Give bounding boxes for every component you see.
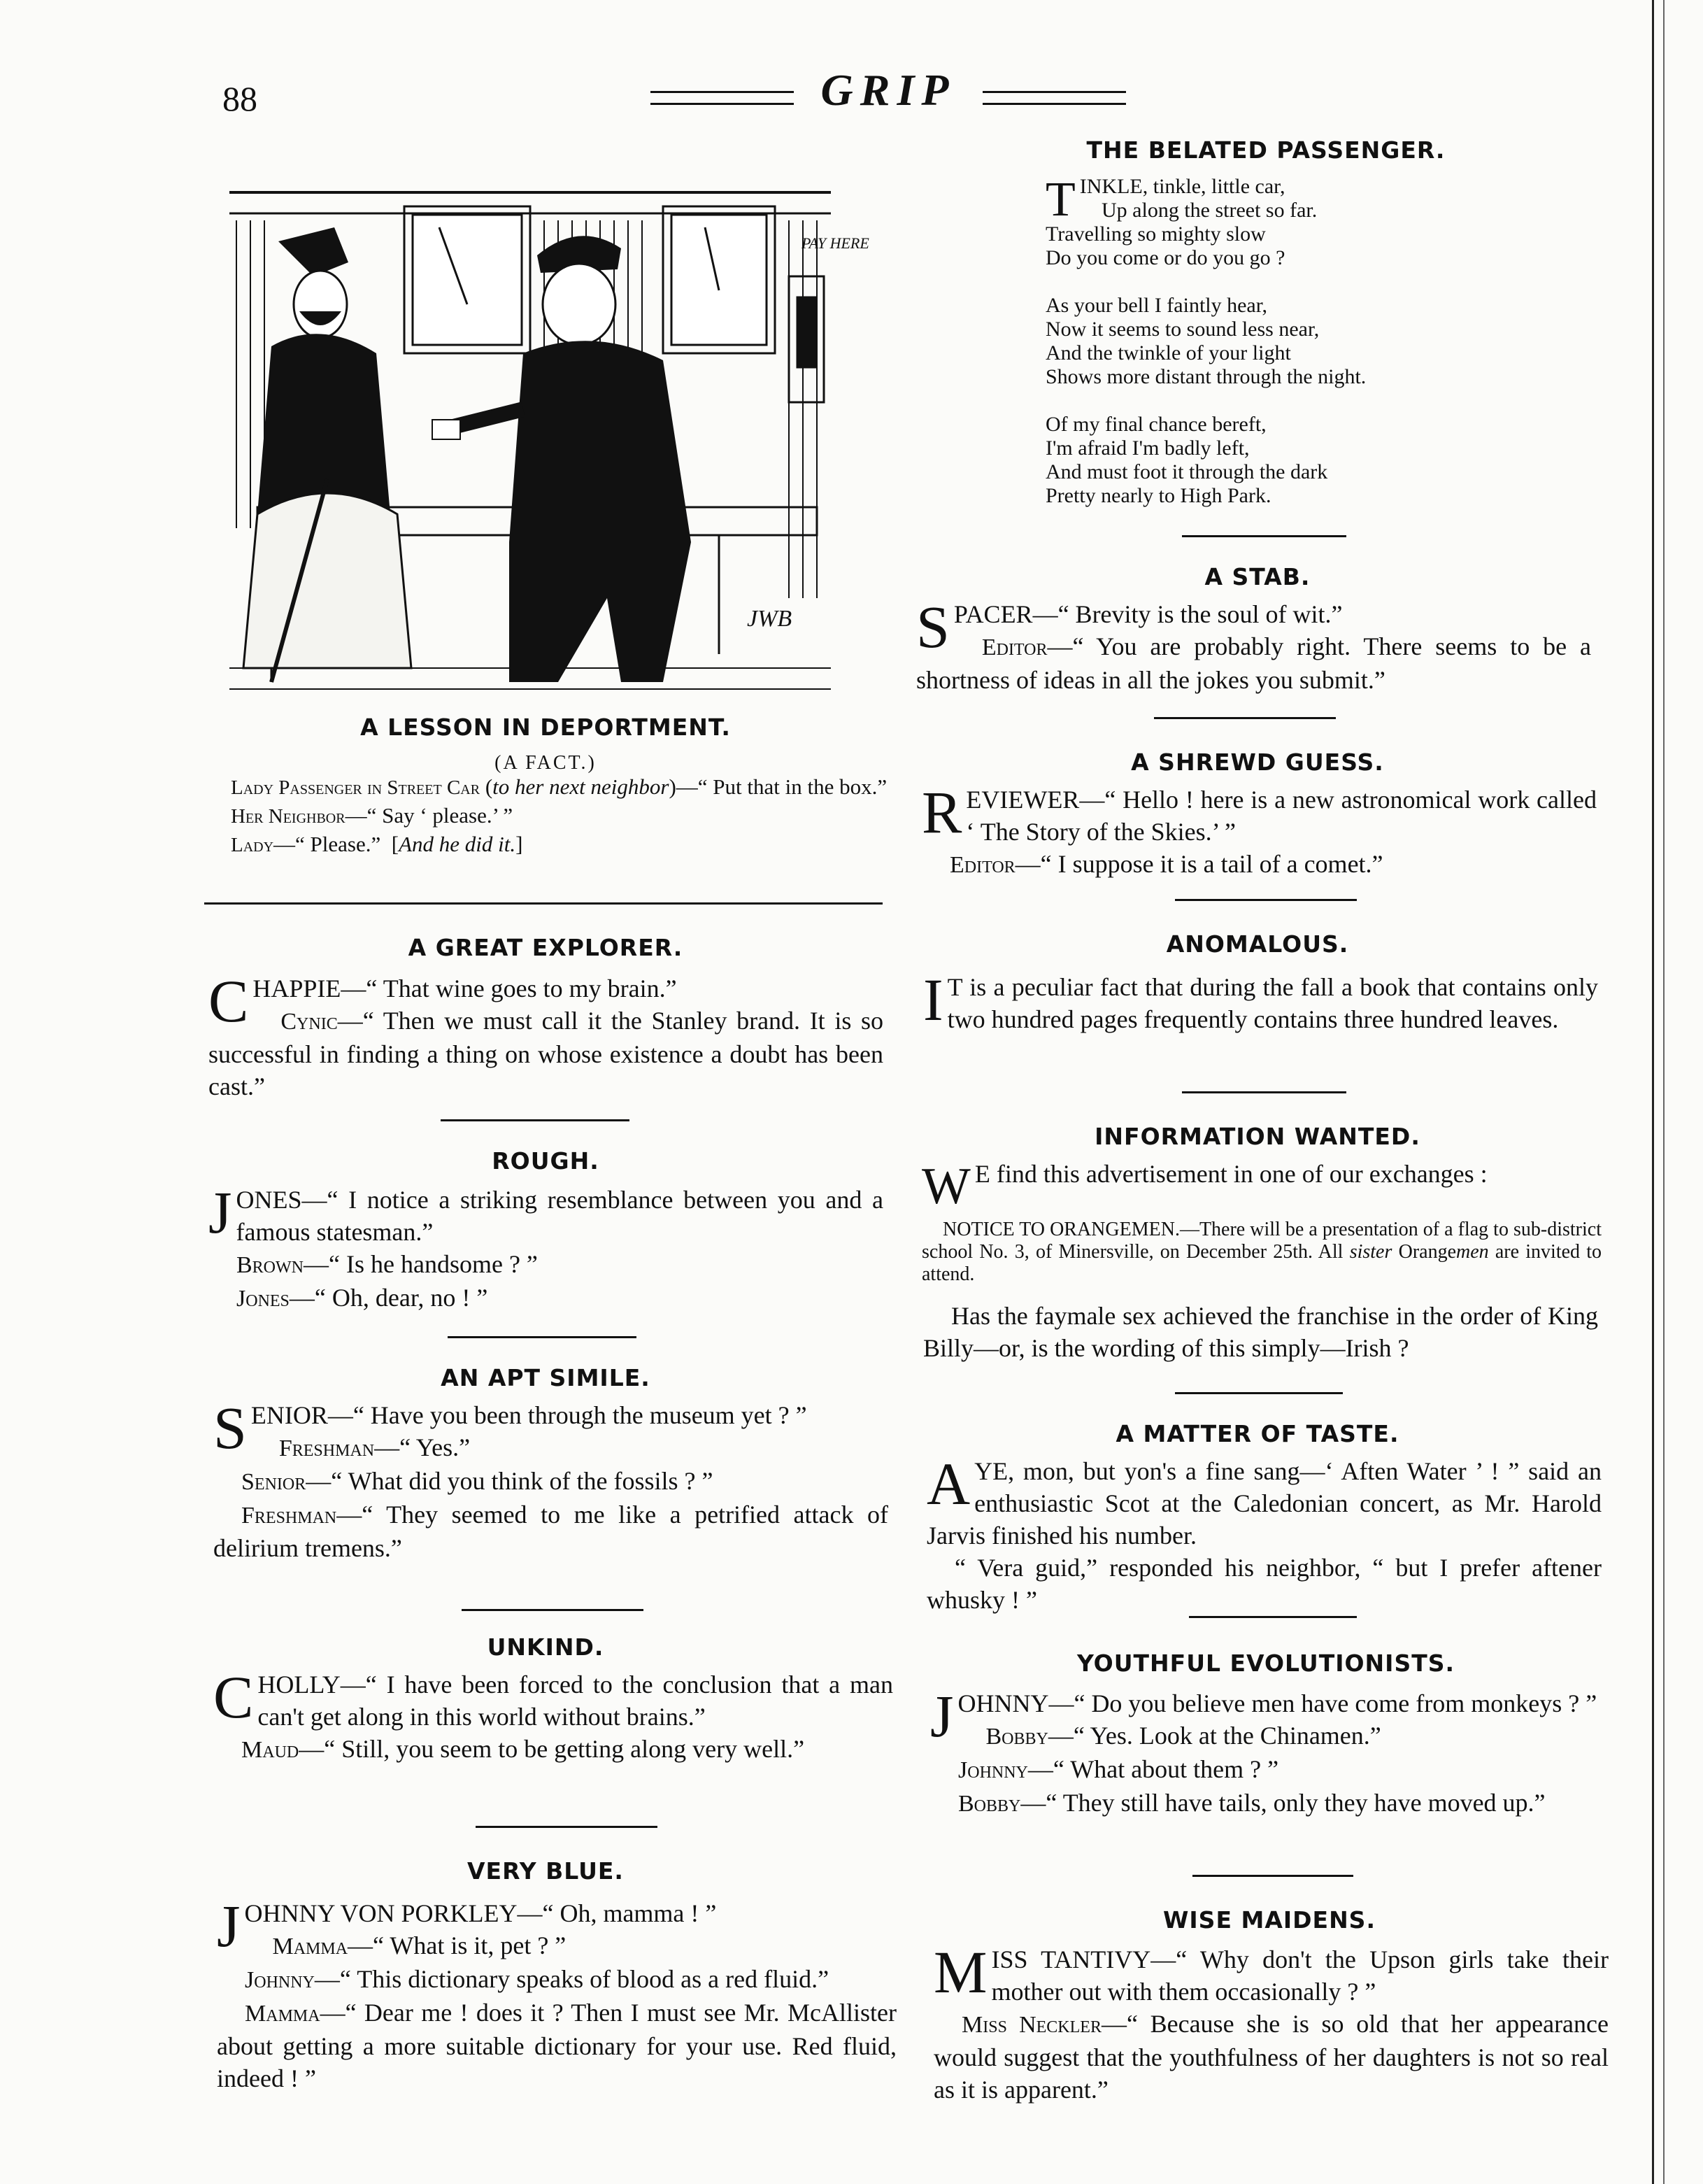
poem-stanza xyxy=(1046,175,1493,270)
article-title: A SHREWD GUESS. xyxy=(1131,749,1384,776)
dialogue: —“ Dear me ! does it ? Then I must see Mr. McAllister about getting a more suitable dictionary for your use. Red fluid, indeed ! ” xyxy=(217,1999,897,2092)
section-divider xyxy=(1175,899,1357,901)
poem-line: Now it seems to sound less near, xyxy=(1046,318,1320,341)
masthead-rule-right xyxy=(983,91,1126,105)
article-body xyxy=(208,967,883,1102)
dialogue: —“ This dictionary speaks of blood as a red fluid.” xyxy=(314,1965,829,1993)
notice-italic: men xyxy=(1456,1241,1489,1263)
paragraph: YE, mon, but yon's a fine sang—‘ Aften Water ’ ! ” said an enthusiastic Scot at the Caledonian concert, as Mr. Harold Jarvis finished his number. xyxy=(927,1457,1602,1550)
speaker: Lady Passenger in Street Car xyxy=(231,777,480,799)
paragraph: EVIEWER—“ Hello ! here is a new astronomical work called ‘ The Story of the Skies.’ ” xyxy=(966,786,1597,846)
drop-cap: J xyxy=(217,1892,241,1959)
article-body xyxy=(916,593,1591,696)
article-body xyxy=(923,1300,1598,1364)
speaker: Senior xyxy=(241,1469,306,1495)
article-body xyxy=(213,1664,893,1766)
speaker: Lady xyxy=(231,834,274,856)
drop-cap: C xyxy=(213,1664,254,1731)
article-title: VERY BLUE. xyxy=(467,1857,624,1885)
poem-line: Shows more distant through the night. xyxy=(1046,365,1367,388)
speaker: Miss Neckler xyxy=(962,2012,1102,2038)
notice-italic: sister xyxy=(1349,1241,1392,1263)
article-body xyxy=(923,966,1598,1035)
paragraph: Has the faymale sex achieved the franchise in the order of King Billy—or, is the wording of this simply—Irish ? xyxy=(923,1302,1598,1362)
paragraph: E find this advertisement in one of our exchanges : xyxy=(974,1160,1488,1188)
dialogue: —“ Please.” xyxy=(273,832,381,856)
article-title: THE BELATED PASSENGER. xyxy=(1086,136,1446,164)
notice-text: Orange xyxy=(1398,1241,1456,1263)
speaker: Editor xyxy=(950,852,1016,878)
dialogue: —“ They seemed to me like a petrified attack of delirium tremens.” xyxy=(213,1501,888,1562)
article-body xyxy=(934,1938,1609,2106)
dialogue: —“ They still have tails, only they have moved up.” xyxy=(1020,1789,1546,1817)
drop-cap: W xyxy=(922,1158,971,1215)
speaker: Her Neighbor xyxy=(231,805,345,828)
drop-cap: J xyxy=(208,1179,232,1246)
paragraph: HAPPIE—“ That wine goes to my brain.” xyxy=(252,974,677,1002)
paragraph: “ Vera guid,” responded his neighbor, “ but I prefer aftener whusky ! ” xyxy=(927,1554,1602,1614)
article-title: ANOMALOUS. xyxy=(1166,930,1349,958)
section-divider xyxy=(1189,1616,1357,1618)
paragraph: ISS TANTIVY—“ Why don't the Upson girls take their mother out with them occasionally ? ” xyxy=(991,1945,1609,2006)
stage-direction: And he did it. xyxy=(399,832,516,856)
dialogue: —“ Because she is so old that her appearance would suggest that the youthfulness of her daughters is not so real as it is apparent.” xyxy=(934,2010,1609,2104)
paragraph: OHNNY VON PORKLEY—“ Oh, mamma ! ” xyxy=(244,1899,717,1927)
article-body xyxy=(930,1682,1605,1820)
article-title: UNKIND. xyxy=(487,1633,604,1661)
article-subtitle: (A FACT.) xyxy=(494,752,597,774)
article-title: A MATTER OF TASTE. xyxy=(1116,1420,1399,1447)
poem-line: Of my final chance bereft, xyxy=(1046,413,1267,436)
speaker: Cynic xyxy=(280,1009,338,1035)
paragraph: T is a peculiar fact that during the fall a book that contains only two hundred pages frequently contains three hundred leaves. xyxy=(947,973,1598,1033)
section-divider xyxy=(476,1826,657,1828)
dialogue: —“ Yes.” xyxy=(374,1433,471,1461)
section-divider xyxy=(441,1119,629,1121)
paragraph: HOLLY—“ I have been forced to the conclusion that a man can't get along in this world without brains.” xyxy=(257,1671,893,1731)
dialogue: —“ Put that in the box.” xyxy=(676,774,888,799)
poem-line: And the twinkle of your light xyxy=(1046,341,1291,364)
section-divider xyxy=(1182,1091,1346,1093)
article-body xyxy=(927,1450,1602,1616)
section-divider xyxy=(1154,717,1336,719)
paragraph: ONES—“ I notice a striking resemblance between you and a famous statesman.” xyxy=(236,1186,883,1246)
notice-text: are invited to attend. xyxy=(922,1241,1602,1285)
speaker: Maud xyxy=(241,1737,299,1763)
poem xyxy=(1046,175,1493,532)
dialogue: —“ What did you think of the fossils ? ” xyxy=(306,1467,713,1495)
article-body: Lady Passenger in Street Car (to her next neighbor)—“ Put that in the box.” Her Neighbor—“ Say ‘ please.’ ” Lady—“ Please.” [And he did it.] xyxy=(231,774,888,856)
notice-text: NOTICE TO ORANGEMEN.—There will be a presentation of a flag to sub-district school No. 3, of Minersville, on December 25th. All xyxy=(922,1219,1602,1263)
dialogue: —“ What is it, pet ? ” xyxy=(348,1931,567,1959)
article-title: INFORMATION WANTED. xyxy=(1095,1123,1420,1150)
poem-line: Travelling so mighty slow xyxy=(1046,222,1266,246)
dialogue: —“ You are probably right. There seems to be a shortness of ideas in all the jokes you submit.” xyxy=(916,632,1591,694)
speaker: Johnny xyxy=(245,1967,315,1993)
paragraph: ENIOR—“ Have you been through the museum yet ? ” xyxy=(250,1401,807,1429)
speaker: Mamma xyxy=(272,1934,348,1959)
speaker: Johnny xyxy=(958,1757,1028,1783)
notice-quote xyxy=(922,1219,1602,1286)
article-title: YOUTHFUL EVOLUTIONISTS. xyxy=(1076,1650,1455,1677)
masthead-title: GRIP xyxy=(820,65,956,115)
section-divider xyxy=(462,1609,643,1611)
speaker: Bobby xyxy=(958,1791,1021,1817)
speaker: Bobby xyxy=(985,1724,1048,1750)
page-edge-line xyxy=(1652,0,1654,2184)
poem-line: Pretty nearly to High Park. xyxy=(1046,484,1271,507)
article-body xyxy=(922,1158,1597,1215)
poem-line: INKLE, tinkle, little car, xyxy=(1079,175,1285,198)
section-divider xyxy=(448,1336,636,1338)
article-body xyxy=(922,779,1597,881)
article-title: ROUGH. xyxy=(492,1147,599,1175)
poem-line: Do you come or do you go ? xyxy=(1046,246,1285,269)
speaker: Jones xyxy=(236,1286,290,1312)
stage-direction: to her next neighbor xyxy=(492,774,669,799)
dialogue: —“ Still, you seem to be getting along very well.” xyxy=(299,1735,805,1763)
section-divider xyxy=(1182,535,1346,537)
dialogue: —“ Then we must call it the Stanley brand. It is so successful in finding a thing on whose existence a doubt has been cast.” xyxy=(208,1007,883,1100)
poem-line: I'm afraid I'm badly left, xyxy=(1046,437,1250,460)
drop-cap: R xyxy=(922,779,962,846)
paragraph: PACER—“ Brevity is the soul of wit.” xyxy=(953,600,1343,628)
poem-line: And must foot it through the dark xyxy=(1046,460,1328,483)
masthead xyxy=(650,64,1126,120)
pay-here-sign: PAY HERE xyxy=(801,234,869,252)
poem-line: Up along the street so far. xyxy=(1102,199,1318,222)
poem-line: As your bell I faintly hear, xyxy=(1046,294,1268,317)
dialogue: —“ Is he handsome ? ” xyxy=(304,1250,538,1278)
dialogue: —“ Oh, dear, no ! ” xyxy=(289,1284,488,1312)
poem-stanza xyxy=(1046,413,1493,508)
drop-cap: I xyxy=(923,966,943,1033)
article-body xyxy=(217,1892,897,2094)
article-title: A LESSON IN DEPORTMENT. xyxy=(360,714,731,741)
dialogue: —“ What about them ? ” xyxy=(1027,1755,1279,1783)
section-divider xyxy=(1175,1392,1343,1394)
dialogue: —“ Yes. Look at the Chinamen.” xyxy=(1048,1722,1381,1750)
section-divider xyxy=(204,902,883,905)
article-body xyxy=(213,1394,888,1564)
article-title: A STAB. xyxy=(1204,563,1311,590)
speaker: Editor xyxy=(981,634,1048,660)
article-title: A GREAT EXPLORER. xyxy=(408,934,683,961)
drop-cap: C xyxy=(208,967,249,1035)
article-title: AN APT SIMILE. xyxy=(441,1364,650,1391)
page-edge-line xyxy=(1663,0,1665,2184)
paragraph: OHNNY—“ Do you believe men have come from monkeys ? ” xyxy=(957,1689,1597,1717)
article-title: WISE MAIDENS. xyxy=(1163,1906,1376,1934)
dialogue: —“ Say ‘ please.’ ” xyxy=(345,803,513,828)
drop-cap: S xyxy=(916,593,950,660)
section-divider xyxy=(1192,1875,1353,1877)
page-number: 88 xyxy=(222,79,257,118)
artist-signature: JWB xyxy=(747,606,792,632)
drop-cap: J xyxy=(930,1682,954,1750)
speaker: Mamma xyxy=(245,2001,320,2027)
speaker: Freshman xyxy=(241,1503,337,1529)
drop-cap: S xyxy=(213,1394,247,1461)
poem-stanza xyxy=(1046,294,1493,389)
speaker: Brown xyxy=(236,1252,304,1278)
drop-cap: M xyxy=(934,1938,988,2006)
drop-cap: A xyxy=(927,1450,971,1517)
drop-cap: T xyxy=(1046,173,1076,227)
article-body xyxy=(208,1179,883,1315)
dialogue: —“ I suppose it is a tail of a comet.” xyxy=(1015,850,1383,878)
streetcar-illustration xyxy=(229,178,869,696)
speaker: Freshman xyxy=(278,1435,375,1461)
